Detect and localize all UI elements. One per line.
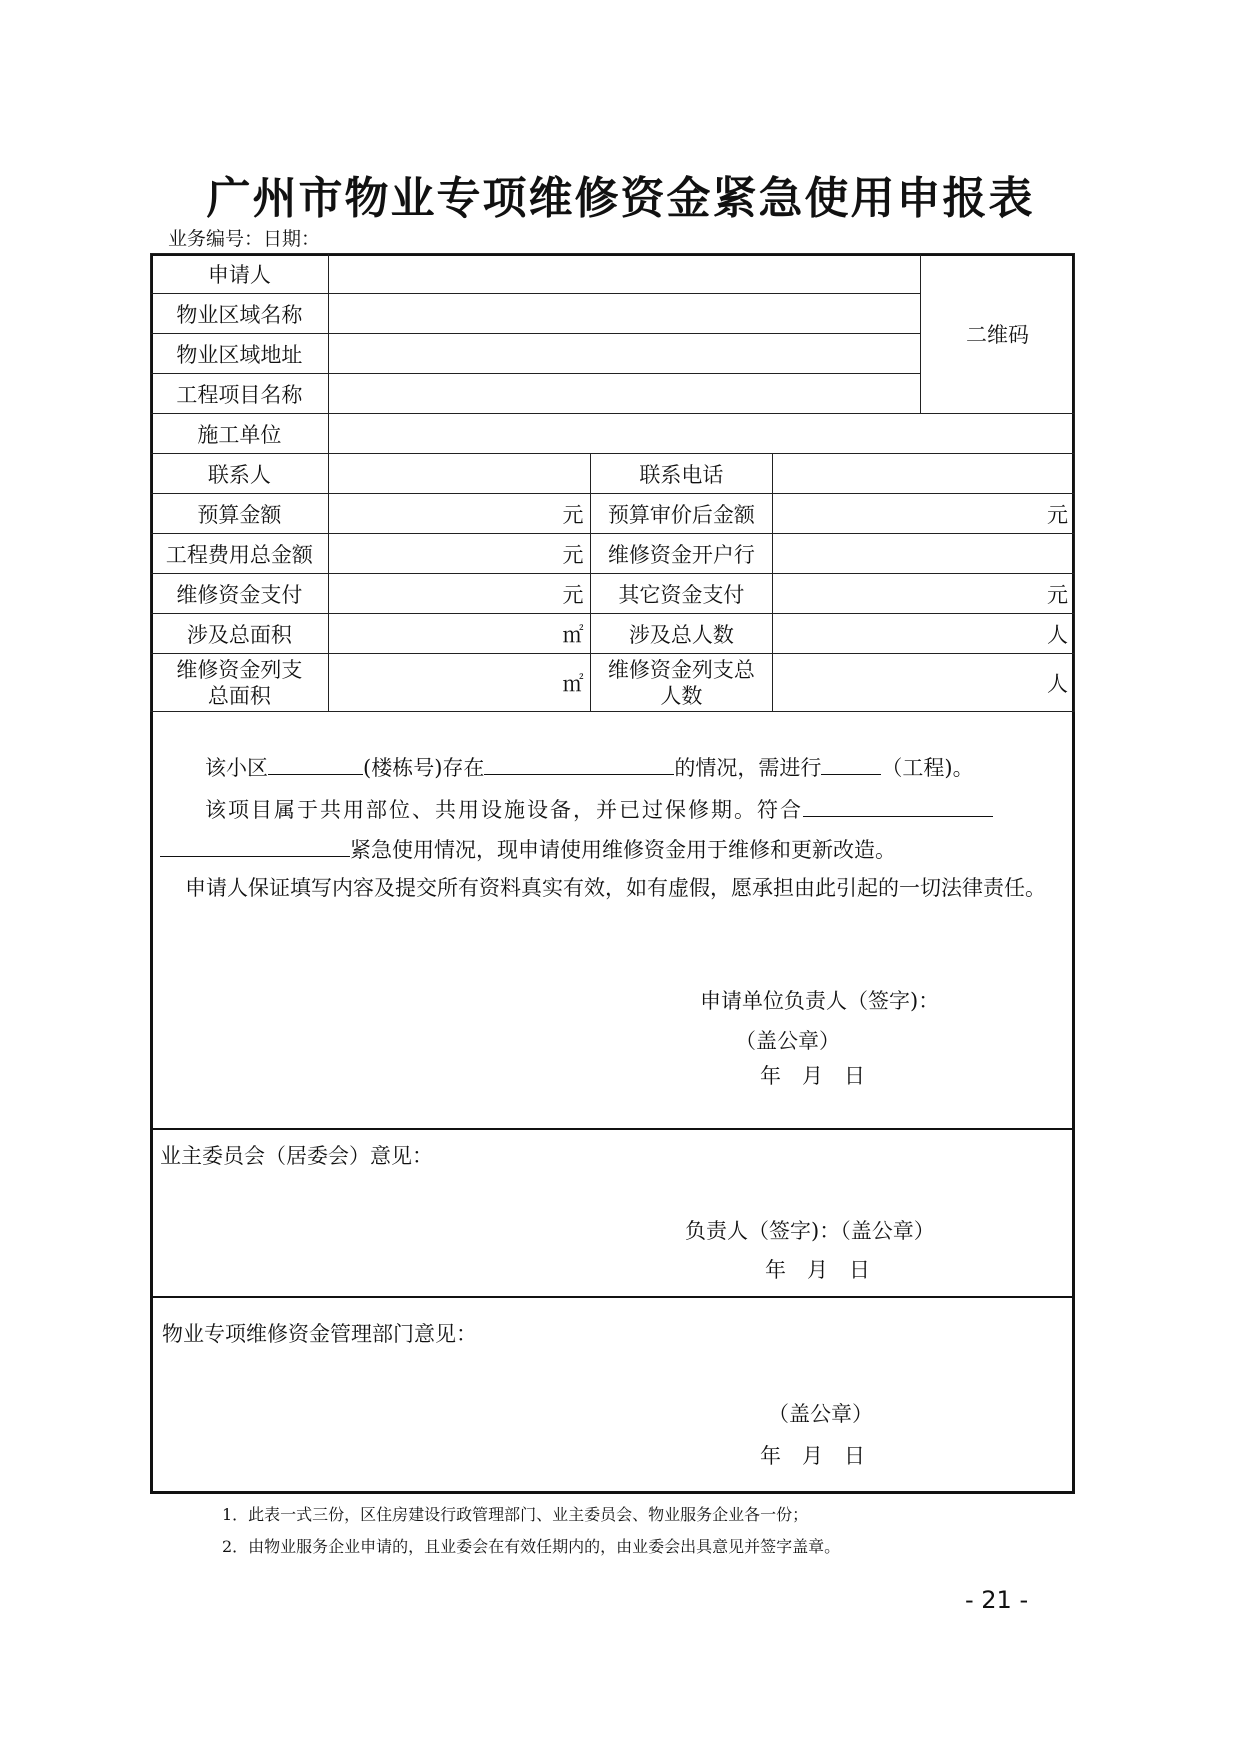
applicant-field[interactable] xyxy=(328,254,920,294)
budget-reviewed-field[interactable]: 元 xyxy=(773,494,1075,534)
note-2: 2．由物业服务企业申请的，且业委会在有效任期内的，由业委会出具意见并签字盖章。 xyxy=(222,1537,841,1556)
total-cost-label: 工程费用总金额 xyxy=(151,534,329,574)
fund-area-field[interactable]: ㎡ xyxy=(328,654,590,712)
management-seal: （盖公章） xyxy=(768,1402,873,1426)
budget-label: 预算金额 xyxy=(151,494,329,534)
community-blank[interactable] xyxy=(268,756,363,775)
applicant-label: 申请人 xyxy=(151,254,329,294)
contact-field[interactable] xyxy=(328,454,590,494)
statement-line-3 xyxy=(160,834,1085,864)
budget-reviewed-label: 预算审价后金额 xyxy=(590,494,773,534)
other-payment-label: 其它资金支付 xyxy=(590,574,773,614)
fund-people-field[interactable]: 人 xyxy=(773,654,1075,712)
applicant-seal: （盖公章） xyxy=(735,1029,840,1053)
contractor-label: 施工单位 xyxy=(151,414,329,454)
applicant-signature: 申请单位负责人（签字)： xyxy=(700,989,940,1013)
fund-people-label-line2: 人数 xyxy=(660,683,703,708)
application-table xyxy=(150,253,1075,712)
total-people-label: 涉及总人数 xyxy=(590,614,773,654)
section-divider xyxy=(150,1296,1075,1298)
total-cost-field[interactable]: 元 xyxy=(328,534,590,574)
phone-field[interactable] xyxy=(773,454,1075,494)
bank-label: 维修资金开户行 xyxy=(590,534,773,574)
business-number-date: 业务编号：日期： xyxy=(168,228,321,250)
fund-people-label xyxy=(590,654,773,712)
condition-blank[interactable] xyxy=(803,798,993,817)
contact-label: 联系人 xyxy=(151,454,329,494)
property-name-field[interactable] xyxy=(328,294,920,334)
phone-label: 联系电话 xyxy=(590,454,773,494)
statement-line-2 xyxy=(205,794,1130,824)
contractor-field[interactable] xyxy=(328,414,1074,454)
statement-text: 紧急使用情况，现申请使用维修资金用于维修和更新改造。 xyxy=(350,838,896,862)
fund-area-label-line2: 总面积 xyxy=(207,683,271,708)
statement-text: 该项目属于共用部位、共用设施设备，并已过保修期。符合 xyxy=(205,798,803,822)
note-1: 1．此表一式三份，区住房建设行政管理部门、业主委员会、物业服务企业各一份； xyxy=(222,1505,809,1524)
project-name-label: 工程项目名称 xyxy=(151,374,329,414)
fund-payment-label: 维修资金支付 xyxy=(151,574,329,614)
total-people-field[interactable]: 人 xyxy=(773,614,1075,654)
page-number: - 21 - xyxy=(965,1586,1029,1614)
total-area-field[interactable]: ㎡ xyxy=(328,614,590,654)
management-opinion-title: 物业专项维修资金管理部门意见： xyxy=(162,1322,477,1346)
bank-field[interactable] xyxy=(773,534,1075,574)
fund-area-label-line1: 维修资金列支 xyxy=(176,657,303,682)
property-name-label: 物业区域名称 xyxy=(151,294,329,334)
property-address-label: 物业区域地址 xyxy=(151,334,329,374)
committee-date: 年 月 日 xyxy=(765,1258,870,1282)
condition-blank-2[interactable] xyxy=(160,838,350,857)
project-name-field[interactable] xyxy=(328,374,920,414)
fund-people-label-line1: 维修资金列支总 xyxy=(607,657,755,682)
statement-text: 的情况，需进行 xyxy=(674,756,822,780)
statement-text: (楼栋号)存在 xyxy=(363,756,485,780)
statement-text: （工程)。 xyxy=(881,756,974,780)
fund-area-label xyxy=(151,654,329,712)
total-area-label: 涉及总面积 xyxy=(151,614,329,654)
other-payment-field[interactable]: 元 xyxy=(773,574,1075,614)
management-date: 年 月 日 xyxy=(760,1444,865,1468)
issue-blank[interactable] xyxy=(484,756,674,775)
applicant-date: 年 月 日 xyxy=(760,1064,865,1088)
committee-signature: 负责人（签字)：（盖公章） xyxy=(685,1219,935,1243)
form-title: 广州市物业专项维修资金紧急使用申报表 xyxy=(206,173,1035,224)
budget-field[interactable]: 元 xyxy=(328,494,590,534)
statement-line-1 xyxy=(205,752,1130,782)
property-address-field[interactable] xyxy=(328,334,920,374)
section-divider xyxy=(150,1128,1075,1130)
committee-opinion-title: 业主委员会（居委会）意见： xyxy=(160,1144,433,1168)
work-blank[interactable] xyxy=(821,756,881,775)
fund-payment-field[interactable]: 元 xyxy=(328,574,590,614)
statement-text: 该小区 xyxy=(205,756,268,780)
statement-line-4: 申请人保证填写内容及提交所有资料真实有效，如有虚假，愿承担由此引起的一切法律责任。 xyxy=(185,876,1046,900)
qr-code-cell: 二维码 xyxy=(921,254,1075,414)
